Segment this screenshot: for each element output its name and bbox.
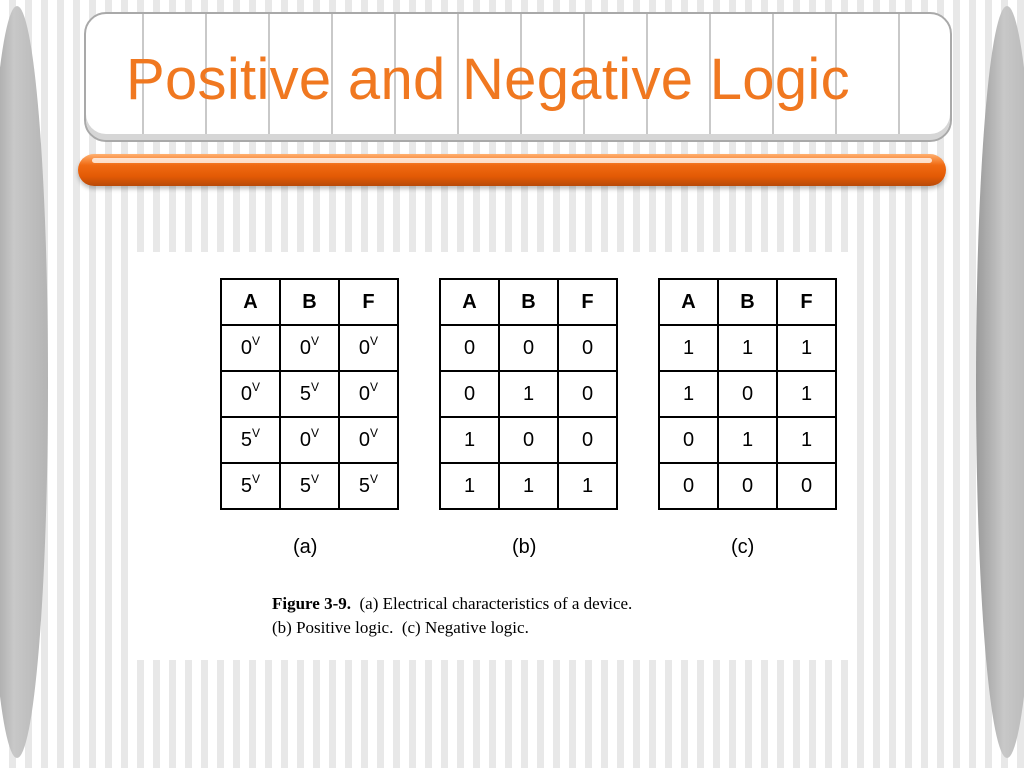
header-cell: B [280,279,339,325]
voltage-cell: $0^V$ [339,417,398,463]
voltage-cell: $0^V$ [221,371,280,417]
caption-line-2: (b) Positive logic. (c) Negative logic. [272,618,529,637]
logic-cell: 1 [777,417,836,463]
logic-cell: 0 [558,371,617,417]
logic-cell: 1 [499,463,558,509]
logic-cell: 1 [440,463,499,509]
voltage-cell: $0^V$ [221,325,280,371]
logic-cell: 1 [718,325,777,371]
header-cell: F [558,279,617,325]
table-row [440,463,617,509]
logic-cell: 0 [499,417,558,463]
table-row [440,371,617,417]
caption-text-1: (a) Electrical characteristics of a device. [359,594,633,613]
header-cell: A [221,279,280,325]
voltage-cell: $0^V$ [280,417,339,463]
table-row [221,417,398,463]
figure-panel [128,252,852,660]
header-cell: F [777,279,836,325]
table-row [659,325,836,371]
table-header-row [440,279,617,325]
logic-cell: 0 [777,463,836,509]
figure-number: Figure 3-9. [272,594,352,613]
logic-cell: 0 [659,463,718,509]
table-b-label: (b) [512,536,537,558]
logic-cell: 0 [558,417,617,463]
logic-cell: 0 [558,325,617,371]
logic-cell: 1 [659,371,718,417]
logic-cell: 1 [777,325,836,371]
header-cell: B [499,279,558,325]
table-row [659,417,836,463]
voltage-cell: $5^V$ [221,463,280,509]
table-row [221,371,398,417]
logic-cell: 1 [659,325,718,371]
logic-cell: 1 [718,417,777,463]
table-row [221,325,398,371]
logic-cell: 0 [440,371,499,417]
logic-cell: 0 [659,417,718,463]
logic-cell: 0 [440,325,499,371]
logic-cell: 1 [558,463,617,509]
caption-line-1 [272,592,632,616]
figure-caption [272,592,632,640]
logic-cell: 0 [718,371,777,417]
table-c-label: (c) [731,536,755,558]
voltage-cell: $5^V$ [280,463,339,509]
header-cell: A [440,279,499,325]
header-cell: A [659,279,718,325]
voltage-cell: $0^V$ [280,325,339,371]
truth-table-b [439,278,618,510]
orange-divider-bar [78,154,946,186]
slide-title: Positive and Negative Logic [126,47,850,112]
logic-cell: 0 [718,463,777,509]
table-a-label: (a) [293,536,318,558]
logic-cell: 1 [440,417,499,463]
table-row [440,417,617,463]
logic-cell: 0 [499,325,558,371]
voltage-cell: $0^V$ [339,371,398,417]
table-row [659,371,836,417]
truth-table-a [220,278,399,510]
header-cell: B [718,279,777,325]
voltage-cell: $5^V$ [280,371,339,417]
table-header-row [659,279,836,325]
voltage-cell: $0^V$ [339,325,398,371]
voltage-cell: $5^V$ [339,463,398,509]
table-row [659,463,836,509]
voltage-cell: $5^V$ [221,417,280,463]
truth-table-c [658,278,837,510]
table-row [440,325,617,371]
table-row [221,463,398,509]
logic-cell: 1 [499,371,558,417]
table-header-row [221,279,398,325]
logic-cell: 1 [777,371,836,417]
header-cell: F [339,279,398,325]
